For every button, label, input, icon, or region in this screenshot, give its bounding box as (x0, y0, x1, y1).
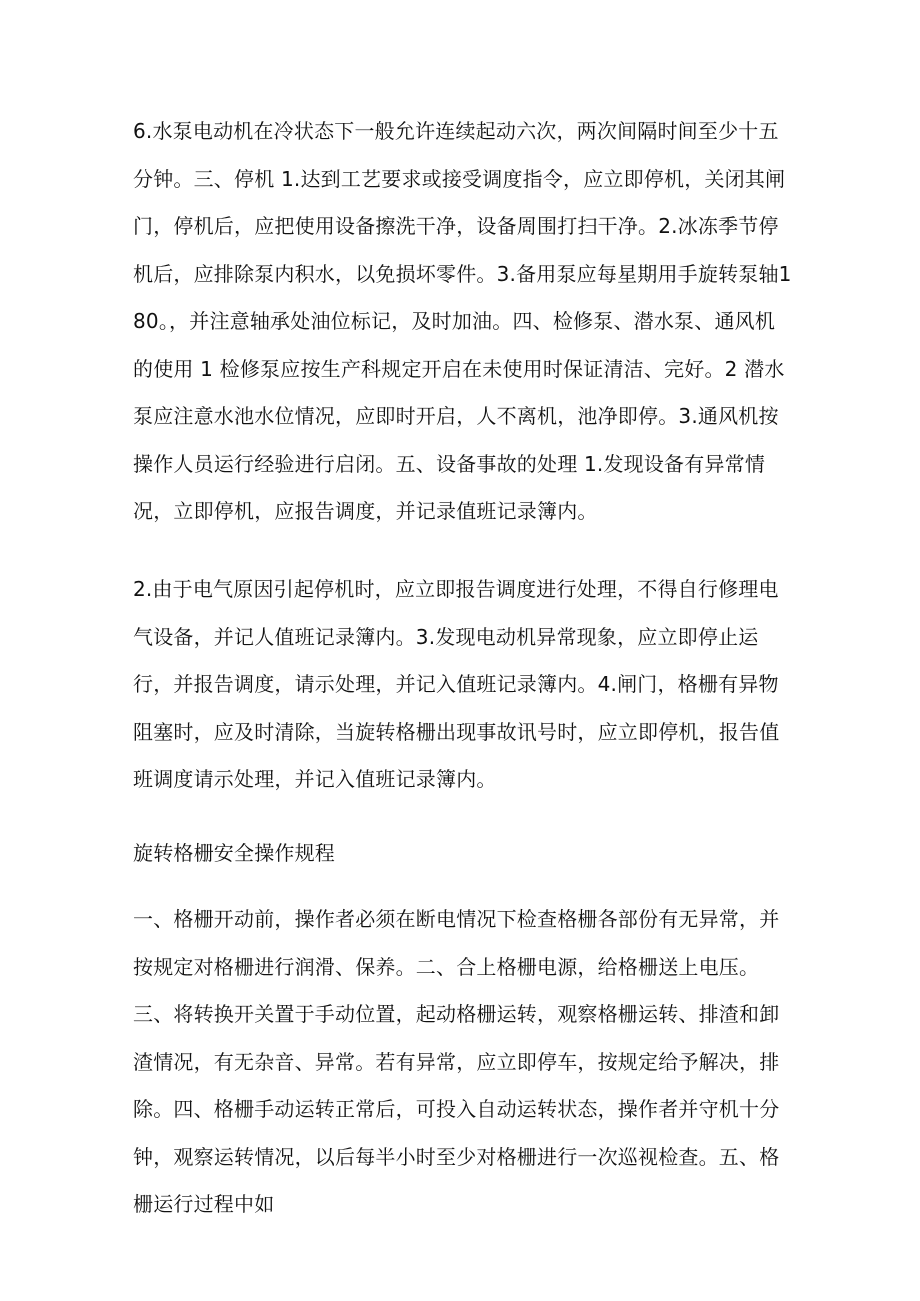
section-title: 旋转格栅安全操作规程 (133, 841, 335, 865)
paragraph-fault-handling: 2.由于电气原因引起停机时，应立即报告调度进行处理，不得自行修理电气设备，并记人值班记录簿内。3.发现电动机异常现象，应立即停止运行，并报告调度，请示处理，并记入值班记录簿内。4.闸门，格栅有异物阻塞时，应及时清除，当旋转格栅出现事故讯号时，应立即停机，报告值班调度请示处理，并记入值班记录簿内。 (133, 577, 780, 791)
paragraph-grating-procedure: 一、格栅开动前，操作者必须在断电情况下检查格栅各部份有无异常，并按规定对格栅进行润滑、保养。二、合上格栅电源，给格栅送上电压。三、将转换开关置于手动位置，起动格栅运转，观察格栅运转、排渣和卸渣情况，有无杂音、异常。若有异常，应立即停车，按规定给予解决，排除。四、格栅手动运转正常后，可投入自动运转状态，操作者并守机十分钟，观察运转情况，以后每半小时至少对格栅进行一次巡视检查。五、格栅运行过程中如 (133, 907, 780, 1216)
paragraph-pump-operation: 6.水泵电动机在冷状态下一般允许连续起动六次，两次间隔时间至少十五分钟。三、停机 1.达到工艺要求或接受调度指令，应立即停机，关闭其闸门，停机后，应把使用设备擦洗干净，设备周围打扫干净。2.冰冻季节停机后，应排除泵内积水，以免损坏零件。3.备用泵应每星期用手旋转泵轴180。，并注意轴承处油位标记，及时加油。四、检修泵、潜水泵、通风机的使用 1 检修泵应按生产科规定开启在未使用时保证清洁、完好。2 潜水泵应注意水池水位情况，应即时开启，人不离机，池净即停。3.通风机按操作人员运行经验进行启闭。五、设备事故的处理 1.发现设备有异常情况，立即停机，应报告调度，并记录值班记录簿内。 (133, 119, 792, 523)
